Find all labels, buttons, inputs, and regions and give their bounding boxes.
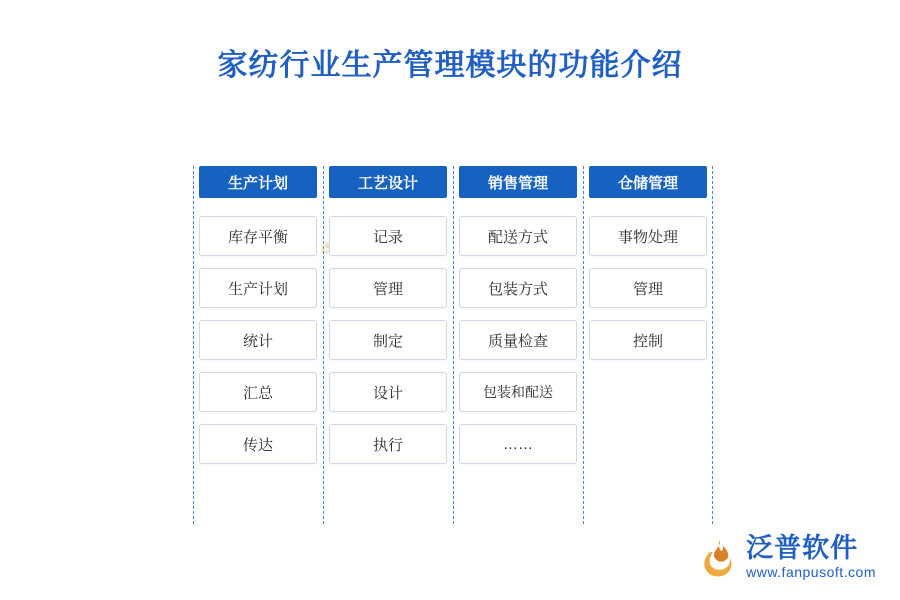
cell-item[interactable]: 配送方式: [459, 216, 577, 256]
column-header-production-plan[interactable]: 生产计划: [199, 166, 317, 198]
brand-url: www.fanpusoft.com: [746, 564, 876, 580]
cell-item[interactable]: 设计: [329, 372, 447, 412]
brand-logo: [696, 534, 876, 580]
cell-item[interactable]: 汇总: [199, 372, 317, 412]
column-header-sales-management[interactable]: 销售管理: [459, 166, 577, 198]
diagram-column-warehouse-management: [583, 166, 713, 476]
cell-item[interactable]: 控制: [589, 320, 707, 360]
cell-item[interactable]: 管理: [589, 268, 707, 308]
column-header-warehouse-management[interactable]: 仓储管理: [589, 166, 707, 198]
cell-item[interactable]: 事物处理: [589, 216, 707, 256]
column-divider-line: [583, 166, 584, 524]
column-header-process-design[interactable]: 工艺设计: [329, 166, 447, 198]
cell-item[interactable]: 统计: [199, 320, 317, 360]
column-divider-line: [453, 166, 454, 524]
diagram-column-production-plan: [193, 166, 323, 476]
diagram-column-sales-management: [453, 166, 583, 476]
column-divider-line: [712, 166, 713, 524]
cell-item[interactable]: 记录: [329, 216, 447, 256]
column-cells: [197, 216, 319, 464]
column-cells: [587, 216, 709, 360]
diagram-column-process-design: [323, 166, 453, 476]
cell-item[interactable]: 包装和配送: [459, 372, 577, 412]
flame-logo-icon: [696, 537, 738, 579]
page-title: 家纺行业生产管理模块的功能介绍: [217, 49, 683, 82]
brand-name: 泛普软件: [746, 532, 859, 563]
column-divider-line: [323, 166, 324, 524]
cell-item[interactable]: 执行: [329, 424, 447, 464]
cell-item[interactable]: 生产计划: [199, 268, 317, 308]
column-cells: [457, 216, 579, 464]
cell-item[interactable]: 传达: [199, 424, 317, 464]
functions-diagram: [193, 166, 713, 476]
brand-text: [746, 534, 876, 580]
column-cells: [327, 216, 449, 464]
column-divider-line: [193, 166, 194, 524]
cell-item[interactable]: 包装方式: [459, 268, 577, 308]
cell-item[interactable]: 质量检查: [459, 320, 577, 360]
cell-item[interactable]: 制定: [329, 320, 447, 360]
cell-item[interactable]: 库存平衡: [199, 216, 317, 256]
cell-item[interactable]: 管理: [329, 268, 447, 308]
cell-item[interactable]: ……: [459, 424, 577, 464]
